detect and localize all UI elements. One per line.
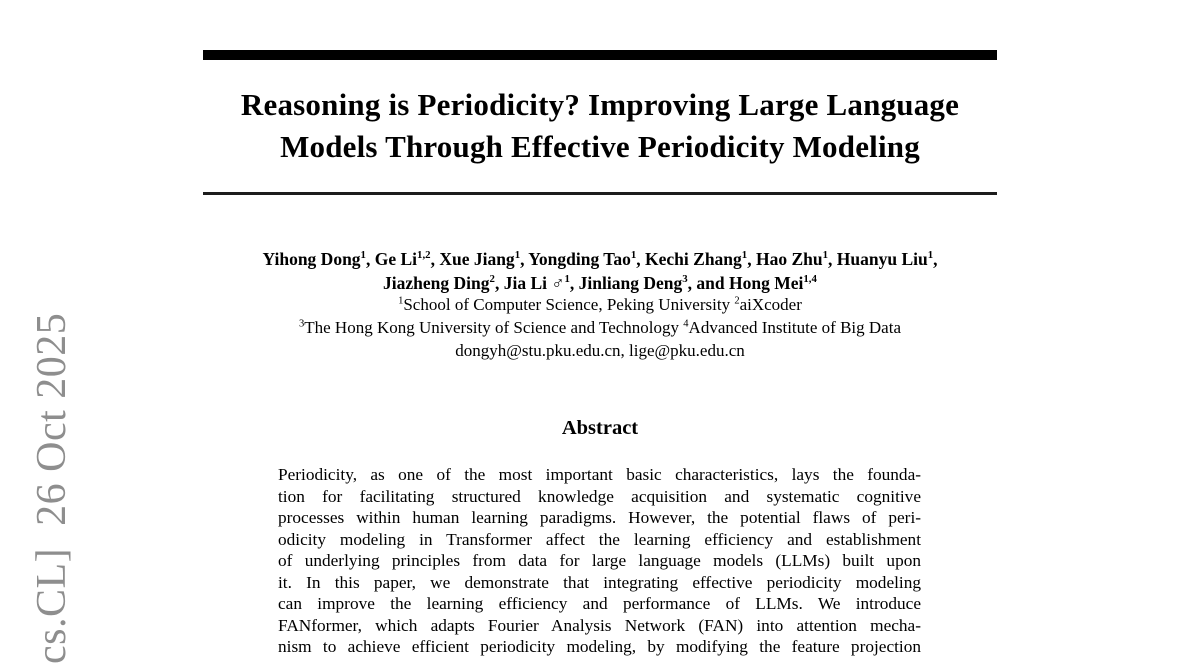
- author-affiliation-marker: 1: [630, 249, 637, 262]
- author-name: and Hong Mei: [696, 273, 804, 293]
- author-affiliation-marker: 1: [927, 249, 934, 262]
- abstract-line: FANformer, which adapts Fourier Analysis Network (FAN) into attention mecha-: [278, 615, 921, 635]
- abstract-line: can improve the learning efficiency and performance of LLMs. We introduce: [278, 594, 921, 614]
- author-name: Jiazheng Ding: [383, 273, 490, 293]
- affiliation-marker: 1: [398, 295, 404, 307]
- author-list: [100, 247, 1100, 295]
- affiliation-name: The Hong Kong University of Science and Technology: [304, 317, 684, 337]
- author-name: Ge Li: [374, 249, 418, 269]
- abstract-line: Periodicity, as one of the most important basic characteristics, lays the founda-: [278, 465, 921, 484]
- author-affiliation-marker: 1: [564, 273, 570, 286]
- author-affiliation-marker: 1: [514, 249, 521, 262]
- affiliation-name: aiXcoder: [739, 295, 802, 314]
- author-name: Yongding Tao: [528, 249, 631, 269]
- affiliation-marker: 2: [734, 295, 740, 307]
- author-affiliation-marker: 2: [489, 273, 495, 286]
- abstract-heading: Abstract: [561, 417, 639, 439]
- author-name: Jia Li ♂: [503, 273, 565, 293]
- abstract-line: odicity modeling in Transformer affect the learning efficiency and establishment: [278, 529, 921, 549]
- author-affiliation-marker: 1: [822, 249, 829, 262]
- author-affiliation-marker: 1,2: [417, 249, 431, 262]
- affiliation-marker: 4: [683, 318, 689, 330]
- affiliation-name: Advanced Institute of Big Data: [688, 317, 901, 337]
- author-name: Huanyu Liu: [836, 249, 928, 269]
- author-emails: dongyh@stu.pku.edu.cn, lige@pku.edu.cn: [455, 340, 745, 360]
- affiliation-marker: 3: [298, 318, 305, 330]
- arxiv-watermark-text: cs.CL] 26 Oct 2025: [29, 312, 75, 664]
- paper-title: [183, 84, 1017, 168]
- author-affiliation-marker: 3: [682, 273, 688, 286]
- affiliation-name: School of Computer Science, Peking University: [403, 295, 735, 314]
- author-name: Xue Jiang: [439, 249, 515, 269]
- paper-title-line-2: Models Through Effective Periodicity Modeling: [280, 129, 920, 164]
- title-bottom-rule: [203, 192, 997, 195]
- affiliation-block: [100, 294, 1100, 362]
- affiliation-line-1: [100, 294, 1100, 317]
- author-line-1: Yihong Dong$^1$, Ge Li$^{1,2}$, Xue Jiang$^1$, Yongding Tao$^1$, Kechi Zhang$^1$, Hao Zhu$^1$, Huanyu Liu$^1$,: [262, 249, 938, 269]
- abstract-line: it. In this paper, we demonstrate that integrating effective periodicity modeling: [278, 572, 921, 592]
- author-affiliation-marker: 1: [360, 249, 366, 262]
- author-name: Yihong Dong: [262, 249, 361, 269]
- title-top-rule: [203, 50, 997, 60]
- paper-title-line-1: Reasoning is Periodicity? Improving Large Language: [240, 87, 960, 122]
- abstract-text: [278, 464, 921, 658]
- author-name: Hao Zhu: [755, 249, 823, 269]
- author-name: Kechi Zhang: [645, 249, 742, 269]
- abstract-line: tion for facilitating structured knowledge acquisition and systematic cognitive: [278, 486, 921, 506]
- affiliation-line-2: [100, 317, 1100, 340]
- abstract-line: processes within human learning paradigms. However, the potential flaws of peri-: [278, 508, 921, 528]
- abstract-line: of underlying principles from data for large language models (LLMs) built upon: [278, 551, 921, 571]
- abstract-line: nism to achieve efficient periodicity modeling, by modifying the feature projection: [278, 637, 921, 657]
- author-affiliation-marker: 1: [741, 249, 748, 262]
- author-line-2: Jiazheng Ding$^2$, Jia Li ♂$^1$, Jinliang Deng$^3$, and Hong Mei$^{1,4}$: [383, 273, 817, 293]
- author-affiliation-marker: 1,4: [803, 273, 817, 286]
- author-name: Jinliang Deng: [578, 273, 683, 293]
